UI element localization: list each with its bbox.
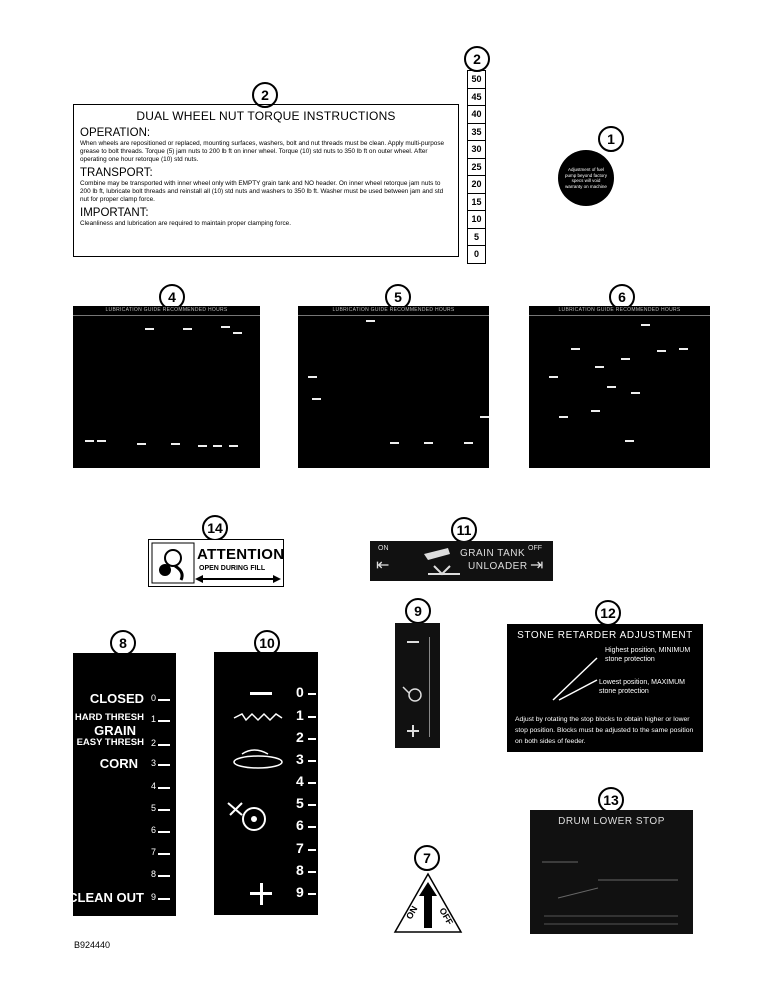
- scale-number: 9: [150, 892, 156, 902]
- easy-thresh-label: EASY THRESH: [76, 737, 144, 748]
- ruler-mark: 45: [468, 89, 485, 107]
- callout-9: 9: [405, 598, 431, 624]
- lubrication-guide-decal-4: [73, 306, 260, 468]
- small-grain-icon: [232, 712, 284, 724]
- ruler-mark: 40: [468, 106, 485, 124]
- callout-12: 12: [595, 600, 621, 626]
- callout-14: 14: [202, 515, 228, 541]
- ruler-mark: 20: [468, 176, 485, 194]
- transport-text: Combine may be transported with inner wheel only with EMPTY grain tank and NO header. On inner wheel retorque jam nuts to 200 lb ft, lubricate bolt threads and reinstall all (10) std nuts and washers to 350 lb ft. Washer must be used between jam and std nut for proper clamp force.: [80, 180, 444, 203]
- arrow-out-icon: ⇥: [530, 557, 544, 574]
- ruler-mark: 50: [468, 71, 485, 89]
- torque-instructions-decal: [73, 104, 459, 257]
- scale-number: 6: [150, 825, 156, 835]
- minus-icon: [250, 692, 272, 695]
- scale-number: 8: [150, 869, 156, 879]
- scale-number: 0: [296, 684, 304, 700]
- lubrication-guide-decal-6: [529, 306, 710, 468]
- attention-title: ATTENTION: [197, 546, 285, 563]
- on-off-triangle-decal: [393, 872, 463, 934]
- drum-stop-diagram: [538, 838, 685, 928]
- callout-11: 11: [451, 517, 477, 543]
- corn-label: CORN: [99, 756, 138, 771]
- triangle-left-label: ON: [404, 904, 420, 921]
- torque-ruler-decal: [467, 70, 486, 264]
- scale-number: 6: [296, 817, 304, 833]
- fuel-pump-warning-text: Adjustment of fuel pump beyond factory specs will void warranty on machine: [564, 167, 608, 189]
- scale-ticks: [429, 637, 436, 737]
- unloader-auger-icon: [420, 544, 464, 578]
- scale-number: 7: [296, 840, 304, 856]
- rotor-adjust-icon: [226, 797, 272, 837]
- grain-tank-unloader-decal: [370, 541, 553, 581]
- transport-heading: TRANSPORT:: [80, 167, 153, 179]
- ruler-mark: 10: [468, 211, 485, 229]
- warning-figure-icon: [151, 542, 195, 584]
- figure-id: B924440: [74, 940, 111, 950]
- ruler-mark: 30: [468, 141, 485, 159]
- operation-heading: OPERATION:: [80, 127, 151, 139]
- plus-icon-vertical: [412, 725, 414, 737]
- highest-position-text: Highest position, MINIMUM stone protection: [605, 647, 691, 663]
- callout-2-torque: 2: [252, 82, 278, 108]
- lube-guide-header: LUBRICATION GUIDE RECOMMENDED HOURS: [73, 306, 260, 316]
- lube-guide-header: LUBRICATION GUIDE RECOMMENDED HOURS: [298, 306, 489, 316]
- callout-6: 6: [609, 284, 635, 310]
- callout-7: 7: [414, 845, 440, 871]
- important-text: Cleanliness and lubrication are required to maintain proper clamping force.: [80, 220, 292, 227]
- callout-1: 1: [598, 126, 624, 152]
- minus-icon: [407, 641, 419, 643]
- lube-guide-header: LUBRICATION GUIDE RECOMMENDED HOURS: [529, 306, 710, 316]
- double-arrow-icon: [195, 574, 281, 584]
- plus-icon-vertical: [260, 883, 263, 905]
- ruler-mark: 15: [468, 194, 485, 212]
- scale-number: 8: [296, 862, 304, 878]
- lubrication-guide-decal-5: [298, 306, 489, 468]
- stone-retarder-diagram: [547, 650, 603, 706]
- callout-10: 10: [254, 630, 280, 656]
- arrow-in-icon: ⇤: [376, 557, 390, 574]
- fuel-pump-warning-decal: [558, 150, 614, 206]
- callout-13: 13: [598, 787, 624, 813]
- drum-lower-stop-decal: [530, 810, 693, 934]
- scale-number: 4: [296, 773, 304, 789]
- hard-thresh-label: HARD THRESH: [74, 712, 144, 723]
- scale-number: 1: [150, 714, 156, 724]
- stone-retarder-title: STONE RETARDER ADJUSTMENT: [517, 630, 693, 641]
- important-heading: IMPORTANT:: [80, 207, 149, 219]
- callout-8: 8: [110, 630, 136, 656]
- corn-cob-icon: [228, 744, 286, 774]
- callout-2-ruler: 2: [464, 46, 490, 72]
- rotor-adjust-icon: [401, 685, 425, 705]
- scale-number: 3: [296, 751, 304, 767]
- clean-out-label: CLEAN OUT: [68, 890, 144, 905]
- concave-symbol-decal: [214, 652, 318, 915]
- triangle-right-label: OFF: [437, 906, 455, 927]
- callout-5: 5: [385, 284, 411, 310]
- ruler-mark: 5: [468, 229, 485, 247]
- ruler-mark: 25: [468, 159, 485, 177]
- ruler-mark: 35: [468, 124, 485, 142]
- unloader-line2: UNLOADER: [468, 561, 528, 572]
- callout-4: 4: [159, 284, 185, 310]
- scale-number: 5: [296, 795, 304, 811]
- ruler-mark: 0: [473, 249, 479, 259]
- concave-setting-decal: [68, 653, 176, 916]
- attention-open-during-fill-decal: [148, 539, 284, 587]
- scale-number: 9: [296, 884, 304, 900]
- small-scale-decal: [395, 623, 440, 748]
- operation-text: When wheels are repositioned or replaced, mounting surfaces, washers, bolt and nut threads must be clean. Apply multi-purpose grease to bolt threads. Torque (5) jam nuts to 200 lb ft on inner wheel. Torque (10) std nuts to 350 lb ft on outer wheel. After operating one hour retorque (10) std nuts.: [80, 140, 445, 163]
- grain-label: GRAIN: [94, 723, 136, 738]
- unloader-on-label: ON: [378, 545, 389, 552]
- scale-number: 1: [296, 707, 304, 723]
- scale-number: 4: [150, 781, 156, 791]
- unloader-off-label: OFF: [528, 545, 542, 552]
- lowest-position-text: Lowest position, MAXIMUM stone protection: [599, 679, 685, 695]
- attention-subtitle: OPEN DURING FILL: [199, 565, 266, 572]
- closed-label: CLOSED: [89, 691, 144, 706]
- scale-number: 7: [150, 847, 156, 857]
- stone-retarder-decal: [507, 624, 703, 752]
- scale-number: 2: [296, 729, 304, 745]
- scale-number: 5: [150, 803, 156, 813]
- unloader-line1: GRAIN TANK: [460, 548, 526, 559]
- torque-title: DUAL WHEEL NUT TORQUE INSTRUCTIONS: [136, 109, 396, 123]
- drum-lower-stop-title: DRUM LOWER STOP: [558, 816, 665, 827]
- scale-number: 0: [150, 693, 156, 703]
- scale-number: 3: [150, 758, 156, 768]
- scale-number: 2: [150, 738, 156, 748]
- adjust-instructions-text: Adjust by rotating the stop blocks to obtain higher or lower stop position. Blocks must be adjusted to the same position on both sides of feeder.: [515, 716, 694, 745]
